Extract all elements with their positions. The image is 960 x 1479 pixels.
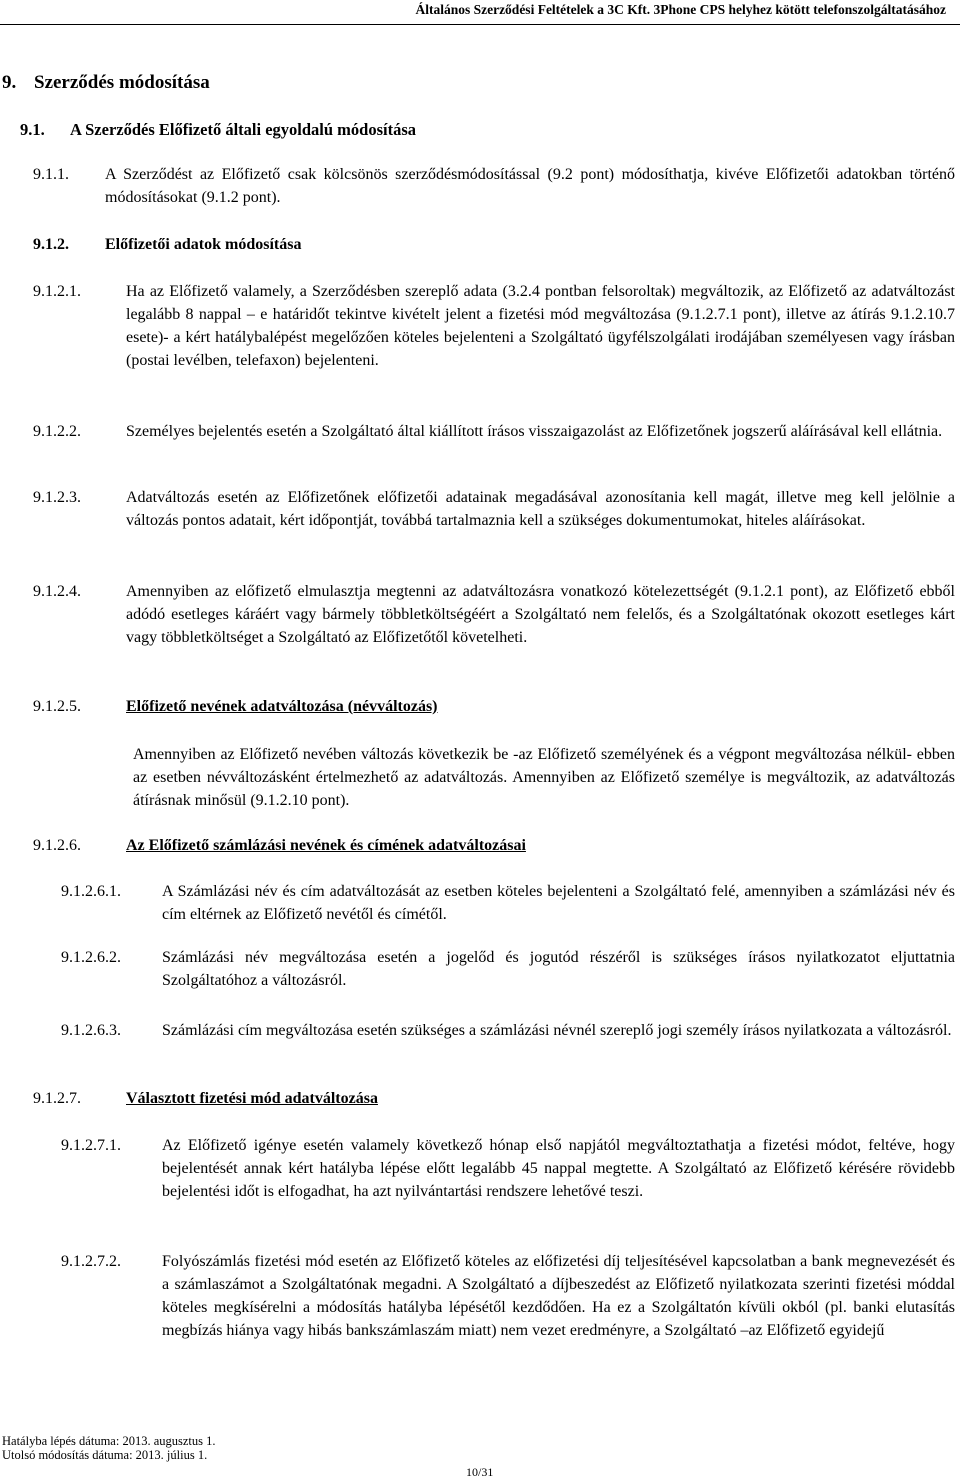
footer-modified-date: Utolsó módosítás dátuma: 2013. július 1. <box>2 1448 208 1462</box>
clause-number-9-1-2-7: 9.1.2.7. <box>33 1090 81 1107</box>
clause-number-9-1-2-2: 9.1.2.2. <box>33 423 81 440</box>
clause-text-9-1-2-7-2: Folyószámlás fizetési mód esetén az Előfizető köteles az előfizetési díj teljesítésével kapcsolatban a bank megnevezését és a számlaszámot a Szolgáltatónak megadni. A Szolgáltató a díjbeszedést az Előfizető nyilatkozata szerinti fizetési móddal köteles megkísérelni a módosítás hatályba lépésétől kezdődően. Ha ez a Szolgáltatón kívüli okból (pl. banki elutasítás megbízás hiánya vagy hibás bankszámlaszám miatt) nem vezet eredményre, a Szolgáltató –az Előfizető egyidejű <box>162 1253 955 1339</box>
clause-number-9-1-2: 9.1.2. <box>33 236 69 253</box>
clause-title-9-1-2-6: Az Előfizető számlázási nevének és címének adatváltozásai <box>126 837 526 854</box>
clause-text-9-1-2-6-1: A Számlázási név és cím adatváltozását az esetben köteles bejelenteni a Szolgáltató felé, amennyiben a számlázási név és cím eltérnek az Előfizető nevétől és címétől. <box>162 883 955 923</box>
clause-title-9-1-2: Előfizetői adatok módosítása <box>105 236 302 253</box>
footer-effective-date: Hatályba lépés dátuma: 2013. augusztus 1. <box>2 1434 216 1448</box>
clause-title-9-1-2-7: Választott fizetési mód adatváltozása <box>126 1090 378 1107</box>
clause-text-9-1-2-7-1: Az Előfizető igénye esetén valamely következő hónap első napjától megváltoztathatja a fizetési módot, feltéve, hogy bejelentését annak kért hatályba lépése előtt legalább 45 nappal megtette. A Szolgáltató az Előfizető kérésére rövidebb bejelentési időt is elfogadhat, ha azt nyilvántartási rendszere lehetővé teszi. <box>162 1137 955 1200</box>
clause-number-9-1-2-1: 9.1.2.1. <box>33 283 81 300</box>
clause-number-9-1-2-6-3: 9.1.2.6.3. <box>61 1022 121 1039</box>
section-title: Szerződés módosítása <box>34 72 210 93</box>
clause-number-9-1-1: 9.1.1. <box>33 166 69 183</box>
clause-text-9-1-2-6-2: Számlázási név megváltozása esetén a jogelőd és jogutód részéről is szükséges írásos nyilatkozatot eljuttatnia Szolgáltatóhoz a változásról. <box>162 949 955 989</box>
clause-number-9-1-2-7-1: 9.1.2.7.1. <box>61 1137 121 1154</box>
clause-number-9-1-2-4: 9.1.2.4. <box>33 583 81 600</box>
clause-text-9-1-2-3: Adatváltozás esetén az Előfizetőnek előfizetői adatainak megadásával azonosítania kell magát, illetve meg kell jelölnie a változás pontos adatait, kért időpontját, továbbá tartalmaznia kell a szükséges dokumentumokat, hiteles aláírásokat. <box>126 489 955 529</box>
clause-number-9-1-2-6-2: 9.1.2.6.2. <box>61 949 121 966</box>
header-rule <box>0 24 960 25</box>
clause-text-9-1-2-6-3: Számlázási cím megváltozása esetén szükséges a számlázási névnél szereplő jogi személy írásos nyilatkozata a változásról. <box>162 1022 952 1039</box>
clause-title-9-1-2-5: Előfizető nevének adatváltozása (névváltozás) <box>126 698 438 715</box>
clause-number-9-1-2-5: 9.1.2.5. <box>33 698 81 715</box>
clause-number-9-1-2-6-1: 9.1.2.6.1. <box>61 883 121 900</box>
section-number: 9. <box>2 72 17 93</box>
clause-text-9-1-2-5: Amennyiben az Előfizető nevében változás következik be -az Előfizető személyének és a végpont megváltozása nélkül- ebben az esetben névváltozásként értelmezhető az adatváltozás. Amennyiben az Előfizető személye is megváltozik, az adatváltozás átírásnak minősül (9.1.2.10 pont). <box>133 746 955 809</box>
document-header: Általános Szerződési Feltételek a 3C Kft. 3Phone CPS helyhez kötött telefonszolgáltatásához <box>415 2 946 17</box>
clause-text-9-1-2-2: Személyes bejelentés esetén a Szolgáltató által kiállított írásos visszaigazolást az Előfizetőnek jogszerű aláírásával kell ellátnia. <box>126 423 943 440</box>
clause-text-9-1-2-1: Ha az Előfizető valamely, a Szerződésben szereplő adata (3.2.4 pontban felsoroltak) megváltozik, az Előfizető az adatváltozást legalább 8 nappal – e határidőt tekintve kivételt jelent a fizetési mód megváltozása (9.1.2.7.1 pont), illetve az átírás 9.1.2.10.7 esete)- a kért hatálybalépést megelőzően köteles bejelenteni a Szolgáltató ügyfélszolgálati irodájában személyesen vagy írásban (postai levélben, telefaxon) bejelenteni. <box>126 283 955 369</box>
page-number: 10/31 <box>466 1465 494 1479</box>
clause-number-9-1-2-3: 9.1.2.3. <box>33 489 81 506</box>
clause-text-9-1-1: A Szerződést az Előfizető csak kölcsönös szerződésmódosítással (9.2 pont) módosíthatja, kivéve Előfizetői adatokban történő módosításokat (9.1.2 pont). <box>105 166 955 206</box>
clause-text-9-1-2-4: Amennyiben az előfizető elmulasztja megtenni az adatváltozásra vonatkozó kötelezettségét (9.1.2.1 pont), az Előfizető ebből adódó esetleges káráért vagy bármely többletköltségéért a Szolgáltató nem felelős, és a Szolgáltatónak okozott esetleges kárt vagy többletköltséget a Szolgáltató az Előfizetőtől követelheti. <box>126 583 955 646</box>
clause-number-9-1-2-6: 9.1.2.6. <box>33 837 81 854</box>
subsection-number-9-1: 9.1. <box>20 120 45 139</box>
clause-number-9-1-2-7-2: 9.1.2.7.2. <box>61 1253 121 1270</box>
subsection-title-9-1: A Szerződés Előfizető általi egyoldalú módosítása <box>70 120 417 139</box>
